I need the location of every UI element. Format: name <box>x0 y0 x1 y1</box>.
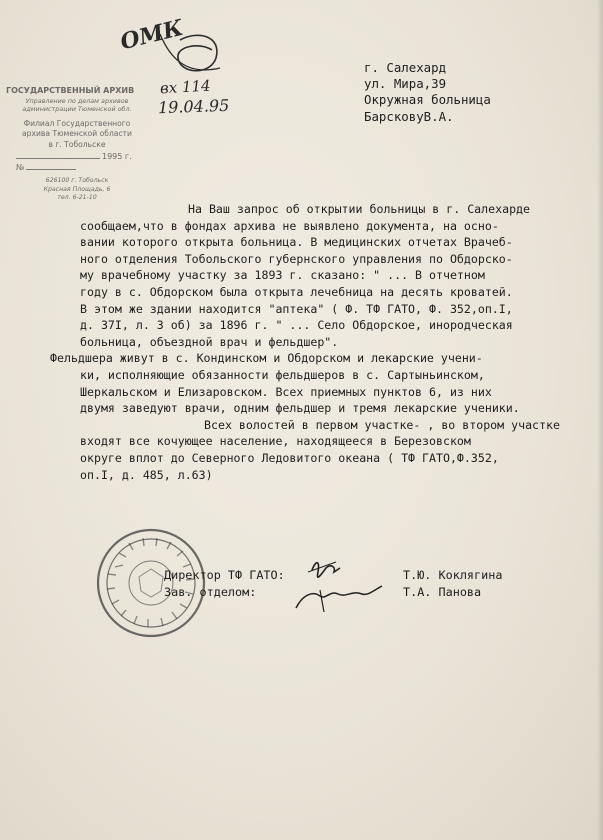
addressee-line: БарсковуВ.А. <box>364 108 454 124</box>
body-line: Шеркальском и Елизаровском. Всех приемных пунктов 6, из них <box>80 384 492 399</box>
letterhead-address-line: тел. 6-21-10 <box>57 194 97 202</box>
letterhead-address-line: 626100 г. Тобольск <box>45 177 109 185</box>
body-line: ки, исполняющие обязанности фельдшеров в с. Сартыньинском, <box>80 367 485 382</box>
body-line: больница, объездной врач и фельдшер". <box>80 334 339 349</box>
signature-labels <box>164 567 285 601</box>
letterhead-date-field <box>2 152 152 163</box>
addressee-line: г. Салехард <box>364 60 447 75</box>
signature-name-director: Т.Ю. Коклягина <box>403 568 503 582</box>
letterhead-line: администрации Тюменской обл. <box>22 105 132 114</box>
body-line: входят все кочующее население, находящееся в Березовском <box>80 434 471 449</box>
addressee-line: ул. Мира,39 <box>364 76 447 92</box>
letterhead-number-field <box>2 163 152 174</box>
handwritten-signatures <box>290 556 390 618</box>
letterhead-line: Управление по делам архивов <box>25 96 129 105</box>
body-line: На Ваш запрос об открытии больницы в г. Салехарде <box>188 202 531 216</box>
page-edge-shadow <box>597 0 603 840</box>
body-line: оп.I, д. 485, л.63) <box>80 467 213 482</box>
body-line: му врачебному участку за 1893 г. сказано: " ... В отчетном <box>80 268 485 283</box>
letterhead-number-label: № <box>16 162 25 172</box>
body-line: д. 37I, л. 3 об) за 1896 г. " ... Село Обдорское, инородческая <box>80 318 513 333</box>
letterhead-stamp <box>2 86 152 203</box>
body-line: Фельдшера живут в с. Кондинском и Обдорском и лекарские учени- <box>50 351 483 366</box>
signature-name-head: Т.А. Панова <box>403 585 482 599</box>
letterhead-date-suffix: 1995 г. <box>102 151 132 161</box>
letterhead-line: Филиал Государственного <box>23 119 131 129</box>
handwritten-date: 19.04.95 <box>157 95 230 118</box>
body-line: Всех волостей в первом участке- , во втором участке <box>204 417 560 432</box>
body-line: округе вплот до Северного Ледовитого океана ( ТФ ГАТО,Ф.352, <box>80 450 499 465</box>
handwritten-incoming-number: вх 114 <box>159 76 212 98</box>
signature-label-director: Директор ТФ ГАТО: <box>164 568 285 582</box>
body-line: году в с. Обдорском была открыта лечебница на десять кроватей. <box>80 284 513 299</box>
letterhead-line: в г. Тобольске <box>48 139 106 149</box>
addressee-block <box>364 60 491 125</box>
letterhead-line: архива Тюменской области <box>22 129 132 139</box>
letterhead-address-line: Красная Площадь, 6 <box>43 185 111 193</box>
addressee-line: Окружная больница <box>364 92 491 108</box>
body-line: ного отделения Тобольского губернского управления по Обдорско- <box>80 251 513 266</box>
body-line: вании которого открыта больница. В медицинских отчетах Врачеб- <box>80 235 513 250</box>
letter-body <box>50 201 600 483</box>
body-line: сообщаем,что в фондах архива не выявлено документа, на осно- <box>80 218 499 233</box>
signature-label-head: Зав. отделом: <box>164 585 257 599</box>
handwritten-resolution: ОМК <box>117 14 186 56</box>
signature-names <box>403 567 502 601</box>
body-line: двумя заведуют врачи, одним фельдшер и тремя лекарские ученики. <box>80 401 520 416</box>
body-line: В этом же здании находится "аптека" ( Ф. ТФ ГАТО, Ф. 352,оп.I, <box>80 301 513 316</box>
letterhead-line: ГОСУДАРСТВЕННЫЙ АРХИВ <box>6 86 135 95</box>
